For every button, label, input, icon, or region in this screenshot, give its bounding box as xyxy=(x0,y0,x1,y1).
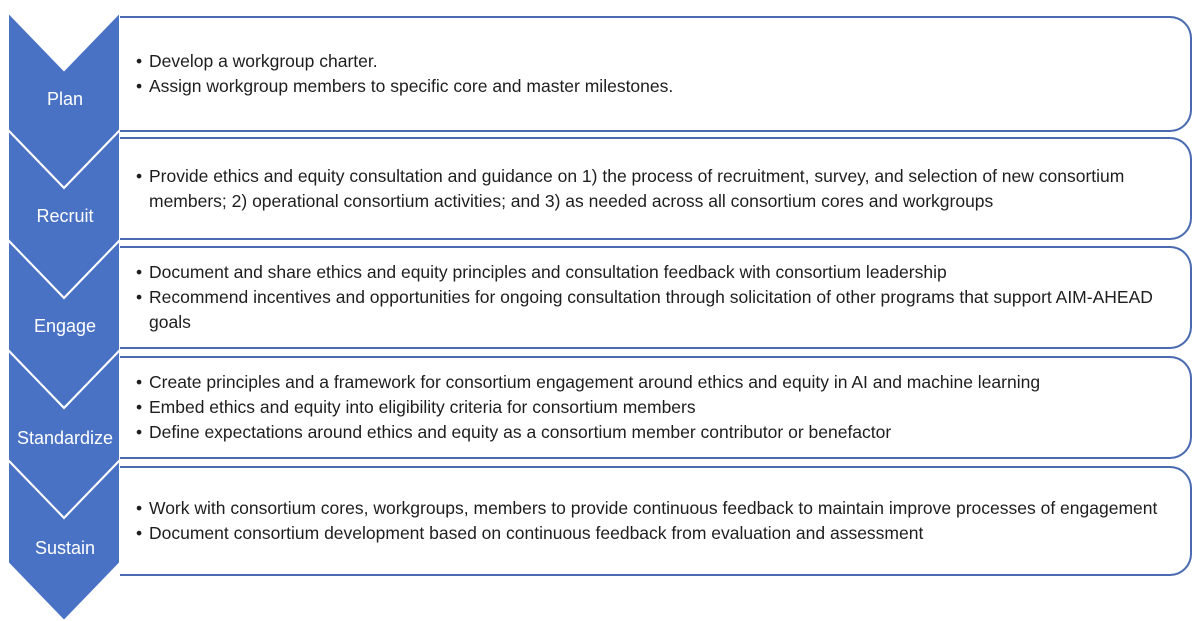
bullet-item: • Create principles and a framework for consortium engagement around ethics and equity in AI and machine learning xyxy=(136,370,1180,395)
stage-label-standardize: Standardize xyxy=(16,428,114,448)
stage-box-recruit xyxy=(120,137,1192,240)
bullet-item: • Provide ethics and equity consultation and guidance on 1) the process of recruitment, survey, and selection of new consortium members; 2) operational consortium activities; and 3) as needed across all consortium cores and workgroups xyxy=(136,164,1180,214)
bullet-list xyxy=(136,49,1180,99)
stage-box-sustain xyxy=(120,466,1192,576)
stage-label-plan: Plan xyxy=(46,89,84,109)
bullet-item: • Recommend incentives and opportunities for ongoing consultation through solicitation of other programs that support AIM-AHEAD goals xyxy=(136,285,1180,335)
bullet-item: • Work with consortium cores, workgroups, members to provide continuous feedback to maintain improve processes of engagement xyxy=(136,496,1180,521)
stage-label-sustain: Sustain xyxy=(34,538,96,558)
stage-label-recruit: Recruit xyxy=(36,206,94,226)
stage-box-engage xyxy=(120,246,1192,349)
bullet-list xyxy=(136,370,1180,445)
stage-box-plan xyxy=(120,16,1192,132)
bullet-list xyxy=(136,496,1180,546)
bullet-item: • Document consortium development based on continuous feedback from evaluation and assessment xyxy=(136,521,1180,546)
bullet-item: • Assign workgroup members to specific core and master milestones. xyxy=(136,74,1180,99)
bullet-item: • Define expectations around ethics and equity as a consortium member contributor or benefactor xyxy=(136,420,1180,445)
bullet-list xyxy=(136,260,1180,335)
stage-label-engage: Engage xyxy=(33,316,97,336)
bullet-list xyxy=(136,164,1180,214)
bullet-item: • Embed ethics and equity into eligibility criteria for consortium members xyxy=(136,395,1180,420)
bullet-item: • Develop a workgroup charter. xyxy=(136,49,1180,74)
stage-box-standardize xyxy=(120,356,1192,459)
bullet-item: • Document and share ethics and equity principles and consultation feedback with consortium leadership xyxy=(136,260,1180,285)
